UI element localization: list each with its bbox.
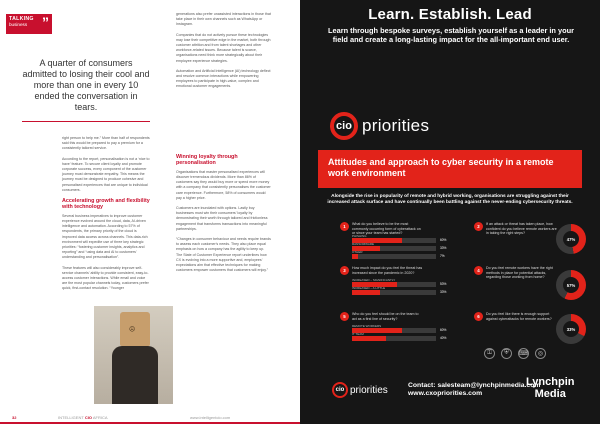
bar-label: PHISHING: [352, 234, 367, 238]
page-number: 32: [12, 415, 17, 420]
contact-block: [408, 382, 540, 399]
paragraph: Automation and Artificial Intelligence (AI) technology deflect and resolve common interactions while empowering employees to participate in high-value, complex and emotional customer engagements.: [176, 68, 271, 89]
bar-track: [352, 328, 436, 333]
bar-value: 60%: [440, 328, 447, 332]
laptop-icon: ⌨: [518, 348, 529, 359]
shield-icon: ⛨: [501, 348, 512, 359]
lynchpin-line2: Media: [534, 388, 566, 400]
contact-website[interactable]: www.cxopriorities.com: [408, 390, 483, 398]
lynchpin-line1: Lynchpin: [526, 376, 575, 388]
article-column-left: [62, 136, 150, 297]
question-badge: 3: [340, 266, 349, 275]
question-text: How much impact do you feel the threat has increased since the pandemic in 2020?: [352, 266, 423, 275]
question-text: Who do you feel should be on the team to act as a first line of security?: [352, 312, 419, 321]
logo-line1: TALKING: [9, 16, 34, 22]
globe-icon: ◎: [535, 348, 546, 359]
footer-cio-priorities-logo: [332, 382, 388, 398]
paragraph: Customers are inundated with options. Lastly buy businesses must win their consumers' loyalty by demonstrating their worth through tailored and frictionless engagement that transforms transactions into meaningful partnerships.: [176, 206, 268, 231]
donut-value: 57%: [563, 277, 579, 293]
advert-page: [300, 0, 600, 424]
publication-prefix: INTELLIGENT: [58, 415, 84, 420]
subheading-accelerating-growth: Accelerating growth and flexibility with technology: [62, 198, 150, 211]
question-text: Do you feel like there is enough support against cyberattacks for remote workers?: [486, 312, 552, 321]
paragraph: Organisations that master personalised experiences will discover tremendous dividends. More than 86% of customers say they would buy more or spend more money with a company that consistently personalises the customer care experience. Furthermore, 58% of consumers would pay a higher price.: [176, 169, 271, 200]
article-column-right: [176, 12, 271, 95]
question-badge: 6: [474, 312, 483, 321]
contact-email[interactable]: Contact: salesteam@lynchpinmedia.com: [408, 382, 541, 389]
pull-quote: A quarter of consumers admitted to losing their cool and more than one in every 10 ended the conversation in tears.: [22, 58, 150, 122]
donut-value: 47%: [563, 231, 579, 247]
bar-value: 7%: [440, 254, 445, 258]
advert-subhead: Learn through bespoke surveys, establish yourself as a leader in your field and create a long-lasting impact for the all-important end user.: [327, 26, 575, 44]
security-icons-row: [484, 348, 546, 359]
bar-label: OTHER: [352, 250, 363, 254]
question-text: Do you feel remote workers have the right methods in place for potential attacks, regarding those working from home?: [486, 266, 553, 280]
cio-priorities-logo: [330, 112, 429, 140]
bar-label: REMOTE WORKERS: [352, 324, 382, 328]
article-column-right-lower: [176, 152, 271, 278]
paragraph: “Changes in consumer behaviour and needs require brands to assess each customer's needs. They also place equal emphasis on how a company has the agility to keep up. The State of Customer Experience report underlines how CX is evolving into a more supportive and, employees' expectations aim that effective techniques for making customers empower customers that customers will enjoy.”: [176, 237, 271, 273]
bar-value: 33%: [440, 246, 447, 250]
infographic-title-banner: Attitudes and approach to cyber security in a remote work environment: [318, 150, 582, 188]
donut-chart: [556, 270, 586, 300]
bar-track: [352, 246, 436, 251]
question-badge: 5: [340, 312, 349, 321]
lock-icon: ⚿: [484, 348, 495, 359]
bar-label: INCREASED – A LITTLE: [352, 286, 386, 290]
question-text: What do you believe to be the most commonly occurring form of cyberattack on or since your team has started?: [352, 222, 421, 236]
donut-chart: [556, 224, 586, 254]
question-text: If an attack or threat has taken place, how confident do you believe remote workers are in taking the right steps?: [486, 222, 557, 236]
paragraph: right person to help me.” More than half of respondents said this would be prepared to pay a premium for a consistently tailored service.: [62, 136, 150, 151]
talking-business-logo: [6, 14, 52, 34]
bar-label: RANSOMWARE: [352, 242, 375, 246]
donut-value: 33%: [563, 321, 579, 337]
question-badge: 2: [474, 222, 483, 231]
paragraph: Several business imperatives to improve customer experience evolved around the cloud, data, AI-driven intelligence and automation. According to 57% of respondents, the primary priority of the cloud is improved data access across channels. This data-rich environment will expedite use of three key strategic priorities: “fostering customer insights, analytics and reporting” and “using data and AI to customers' understanding and personalisation”.: [62, 213, 148, 260]
person-body: [112, 346, 158, 404]
quote-mark-icon: ”: [42, 14, 49, 30]
paragraph: generations also prefer unassisted interactions in those that take place in their own channels such as WhatsApp or Instagram.: [176, 12, 271, 27]
lynchpin-media-logo: [526, 376, 574, 400]
paragraph: According to the report, personalisation is not a ‘nice to have’ feature. To secure client loyalty and promote corporate success, every component of the customer journey must demonstrate empathy. This means the journey must be designed to produce cohesive and personalised experiences that are unique to individual consumers.: [62, 156, 150, 192]
cio-ring-icon: cio: [332, 382, 348, 398]
paper-bag-person-photo: [94, 306, 173, 404]
infographic-intro: Alongside the rise in popularity of remote and hybrid working, organisations are struggling against their increased attack surface and have continually been battling against the never-ending cybersecurity threats.: [327, 194, 573, 205]
paragraph: Companies that do not actively pursue these technologies may lose their competitive edge in the market, both through customer attrition and from talent shortages and other workforce-related issues. Because talent is scarce, organisations need think more strategically about their employee experience strategies.: [176, 32, 271, 63]
cio-ring-icon: cio: [330, 112, 358, 140]
logo-line2: business: [9, 22, 28, 27]
bar-fill: [352, 290, 380, 295]
bar-fill: [352, 336, 386, 341]
bar-track: [352, 290, 436, 295]
advert-headline: Learn. Establish. Lead: [368, 6, 532, 23]
question-badge: 1: [340, 222, 349, 231]
bar-value: 53%: [440, 282, 447, 286]
bar-value: 33%: [440, 290, 447, 294]
priorities-wordmark: priorities: [350, 384, 388, 396]
website-link[interactable]: www.intelligentcio.com: [190, 415, 231, 420]
question-badge: 4: [474, 266, 483, 275]
subheading-winning-loyalty: Winning loyalty through personalisation: [176, 154, 238, 167]
publication-highlight: CIO: [84, 415, 92, 420]
left-footer: [0, 410, 300, 424]
bar-label: INCREASED – SIGNIFICANTLY: [352, 278, 396, 282]
sad-face-icon: ☹: [129, 327, 136, 333]
bar-track: [352, 336, 436, 341]
bar-fill: [352, 254, 358, 259]
publication-suffix: AFRICA: [92, 415, 108, 420]
bar-track: [352, 254, 436, 259]
paragraph: These features will also considerably improve self-service channels' ability to provide consistent, easy-to-access customer interactions. While email and voice are the most popular channels today, customers prefer quick, first-contact resolution. “Younger: [62, 265, 149, 291]
priorities-wordmark: priorities: [362, 116, 430, 135]
publication-name: [58, 415, 108, 420]
bar-value: 60%: [440, 238, 447, 242]
bar-label: IT TEAM: [352, 332, 364, 336]
bar-value: 40%: [440, 336, 447, 340]
donut-chart: [556, 314, 586, 344]
